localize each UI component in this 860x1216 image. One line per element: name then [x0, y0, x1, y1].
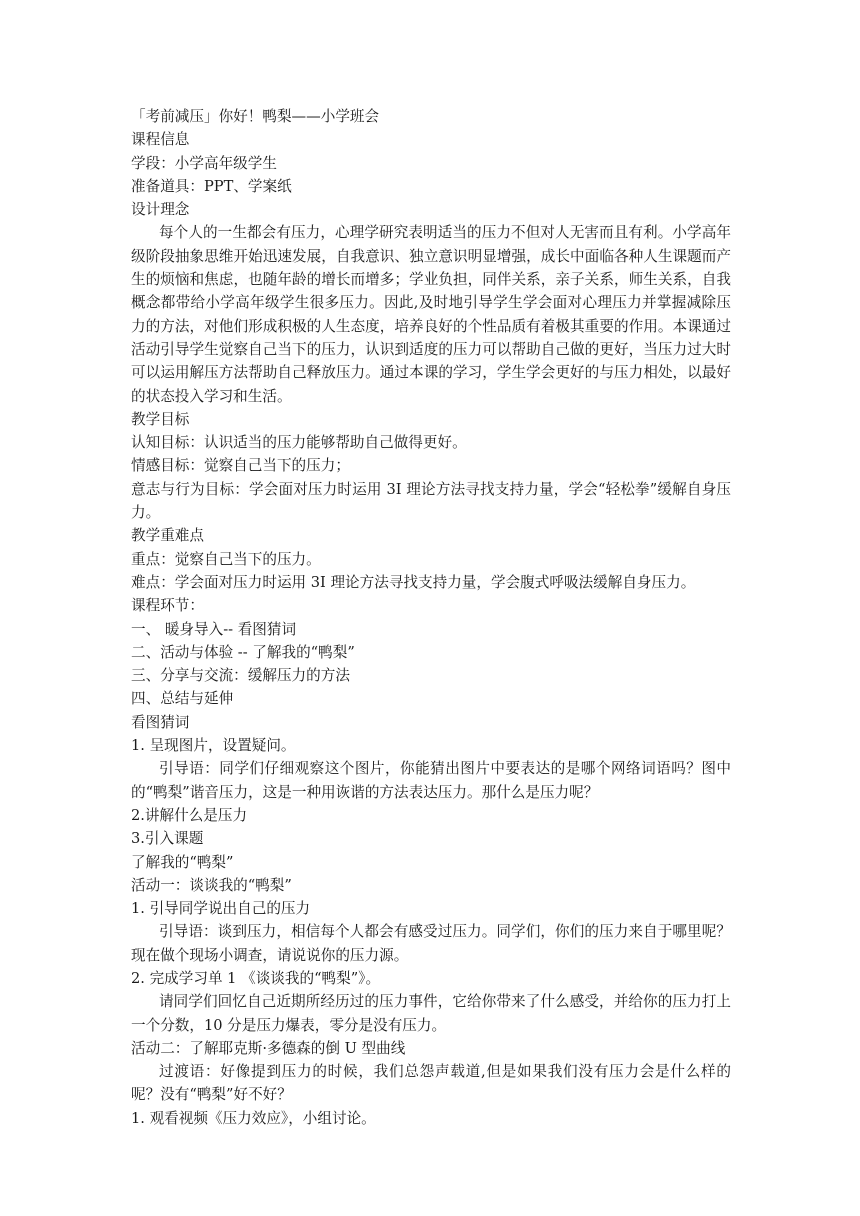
activity1-step-1: 1. 引导同学说出自己的压力 — [131, 900, 311, 918]
step-item-3: 三、分享与交流：缓解压力的方法 — [131, 667, 350, 685]
document-page — [131, 105, 731, 1130]
section-heading-design: 设计理念 — [131, 201, 190, 219]
guess-lead-paragraph: 引导语：同学们仔细观察这个图片，你能猜出图片中要表达的是哪个网络词语吗？图中的“鸭梨”谐音压力，这是一种用诙谐的方法表达压力。那什么是压力呢？ — [131, 760, 731, 801]
section-heading-understand: 了解我的“鸭梨” — [131, 853, 234, 871]
design-paragraph: 每个人的一生都会有压力，心理学研究表明适当的压力不但对人无害而且有利。小学高年级阶段抽象思维开始迅速发展，自我意识、独立意识明显增强，成长中面临各种人生课题而产生的烦恼和焦虑，也随年龄的增长而增多；学业负担，同伴关系，亲子关系，师生关系，自我概念都带给小学高年级学生很多压力。因此,及时地引导学生学会面对心理压力并掌握减除压力的方法，对他们形成积极的人生态度，培养良好的个性品质有着极其重要的作用。本课通过活动引导学生觉察自己当下的压力，认识到适度的压力可以帮助自己做的更好，当压力过大时可以运用解压方法帮助自己释放压力。通过本课的学习，学生学会更好的与压力相处，以最好的状态投入学习和生活。 — [131, 224, 731, 405]
goal-emotion: 情感目标：觉察自己当下的压力； — [131, 457, 350, 475]
section-heading-course-info: 课程信息 — [131, 131, 190, 149]
step-item-2: 二、活动与体验 -- 了解我的“鸭梨” — [131, 643, 355, 661]
activity2-heading: 活动二：了解耶克斯·多德森的倒 U 型曲线 — [131, 1039, 406, 1057]
key-point: 重点：觉察自己当下的压力。 — [131, 550, 321, 568]
activity2-step-1: 1. 观看视频《压力效应》，小组讨论。 — [131, 1109, 376, 1127]
difficult-point: 难点：学会面对压力时运用 3I 理论方法寻找支持力量，学会腹式呼吸法缓解自身压力。 — [131, 573, 696, 591]
guess-step-1: 1. 呈现图片，设置疑问。 — [131, 737, 296, 755]
activity1-instruction-paragraph: 请同学们回忆自己近期所经历过的压力事件，它给你带来了什么感受，并给你的压力打上一个分数，10 分是压力爆表，零分是没有压力。 — [131, 993, 731, 1034]
step-item-1: 一、 暖身导入-- 看图猜词 — [131, 620, 297, 638]
goal-cognitive: 认知目标：认识适当的压力能够帮助自己做得更好。 — [131, 434, 467, 452]
activity2-transition-paragraph: 过渡语：好像提到压力的时候，我们总怨声载道,但是如果我们没有压力会是什么样的呢？没有“鸭梨”好不好？ — [131, 1063, 731, 1104]
step-item-4: 四、总结与延伸 — [131, 690, 234, 708]
activity1-lead-paragraph: 引导语：谈到压力，相信每个人都会有感受过压力。同学们，你们的压力来自于哪里呢？现在做个现场小调查，请说说你的压力源。 — [131, 923, 731, 964]
section-heading-guess: 看图猜词 — [131, 713, 190, 731]
goal-will: 意志与行为目标：学会面对压力时运用 3I 理论方法寻找支持力量，学会“轻松拳”缓解自身压力。 — [131, 480, 731, 522]
section-heading-steps: 课程环节： — [131, 597, 204, 615]
activity1-step-2: 2. 完成学习单 1 《谈谈我的“鸭梨”》。 — [131, 969, 381, 987]
guess-step-3: 3.引入课题 — [131, 830, 204, 848]
section-heading-key-points: 教学重难点 — [131, 527, 204, 545]
document-title: 「考前减压」你好！鸭梨——小学班会 — [131, 108, 380, 125]
stage-line: 学段：小学高年级学生 — [131, 154, 277, 172]
activity1-heading: 活动一：谈谈我的“鸭梨” — [131, 876, 292, 894]
materials-line: 准备道具：PPT、学案纸 — [131, 177, 292, 195]
guess-step-2: 2.讲解什么是压力 — [131, 806, 248, 824]
section-heading-goals: 教学目标 — [131, 410, 190, 428]
